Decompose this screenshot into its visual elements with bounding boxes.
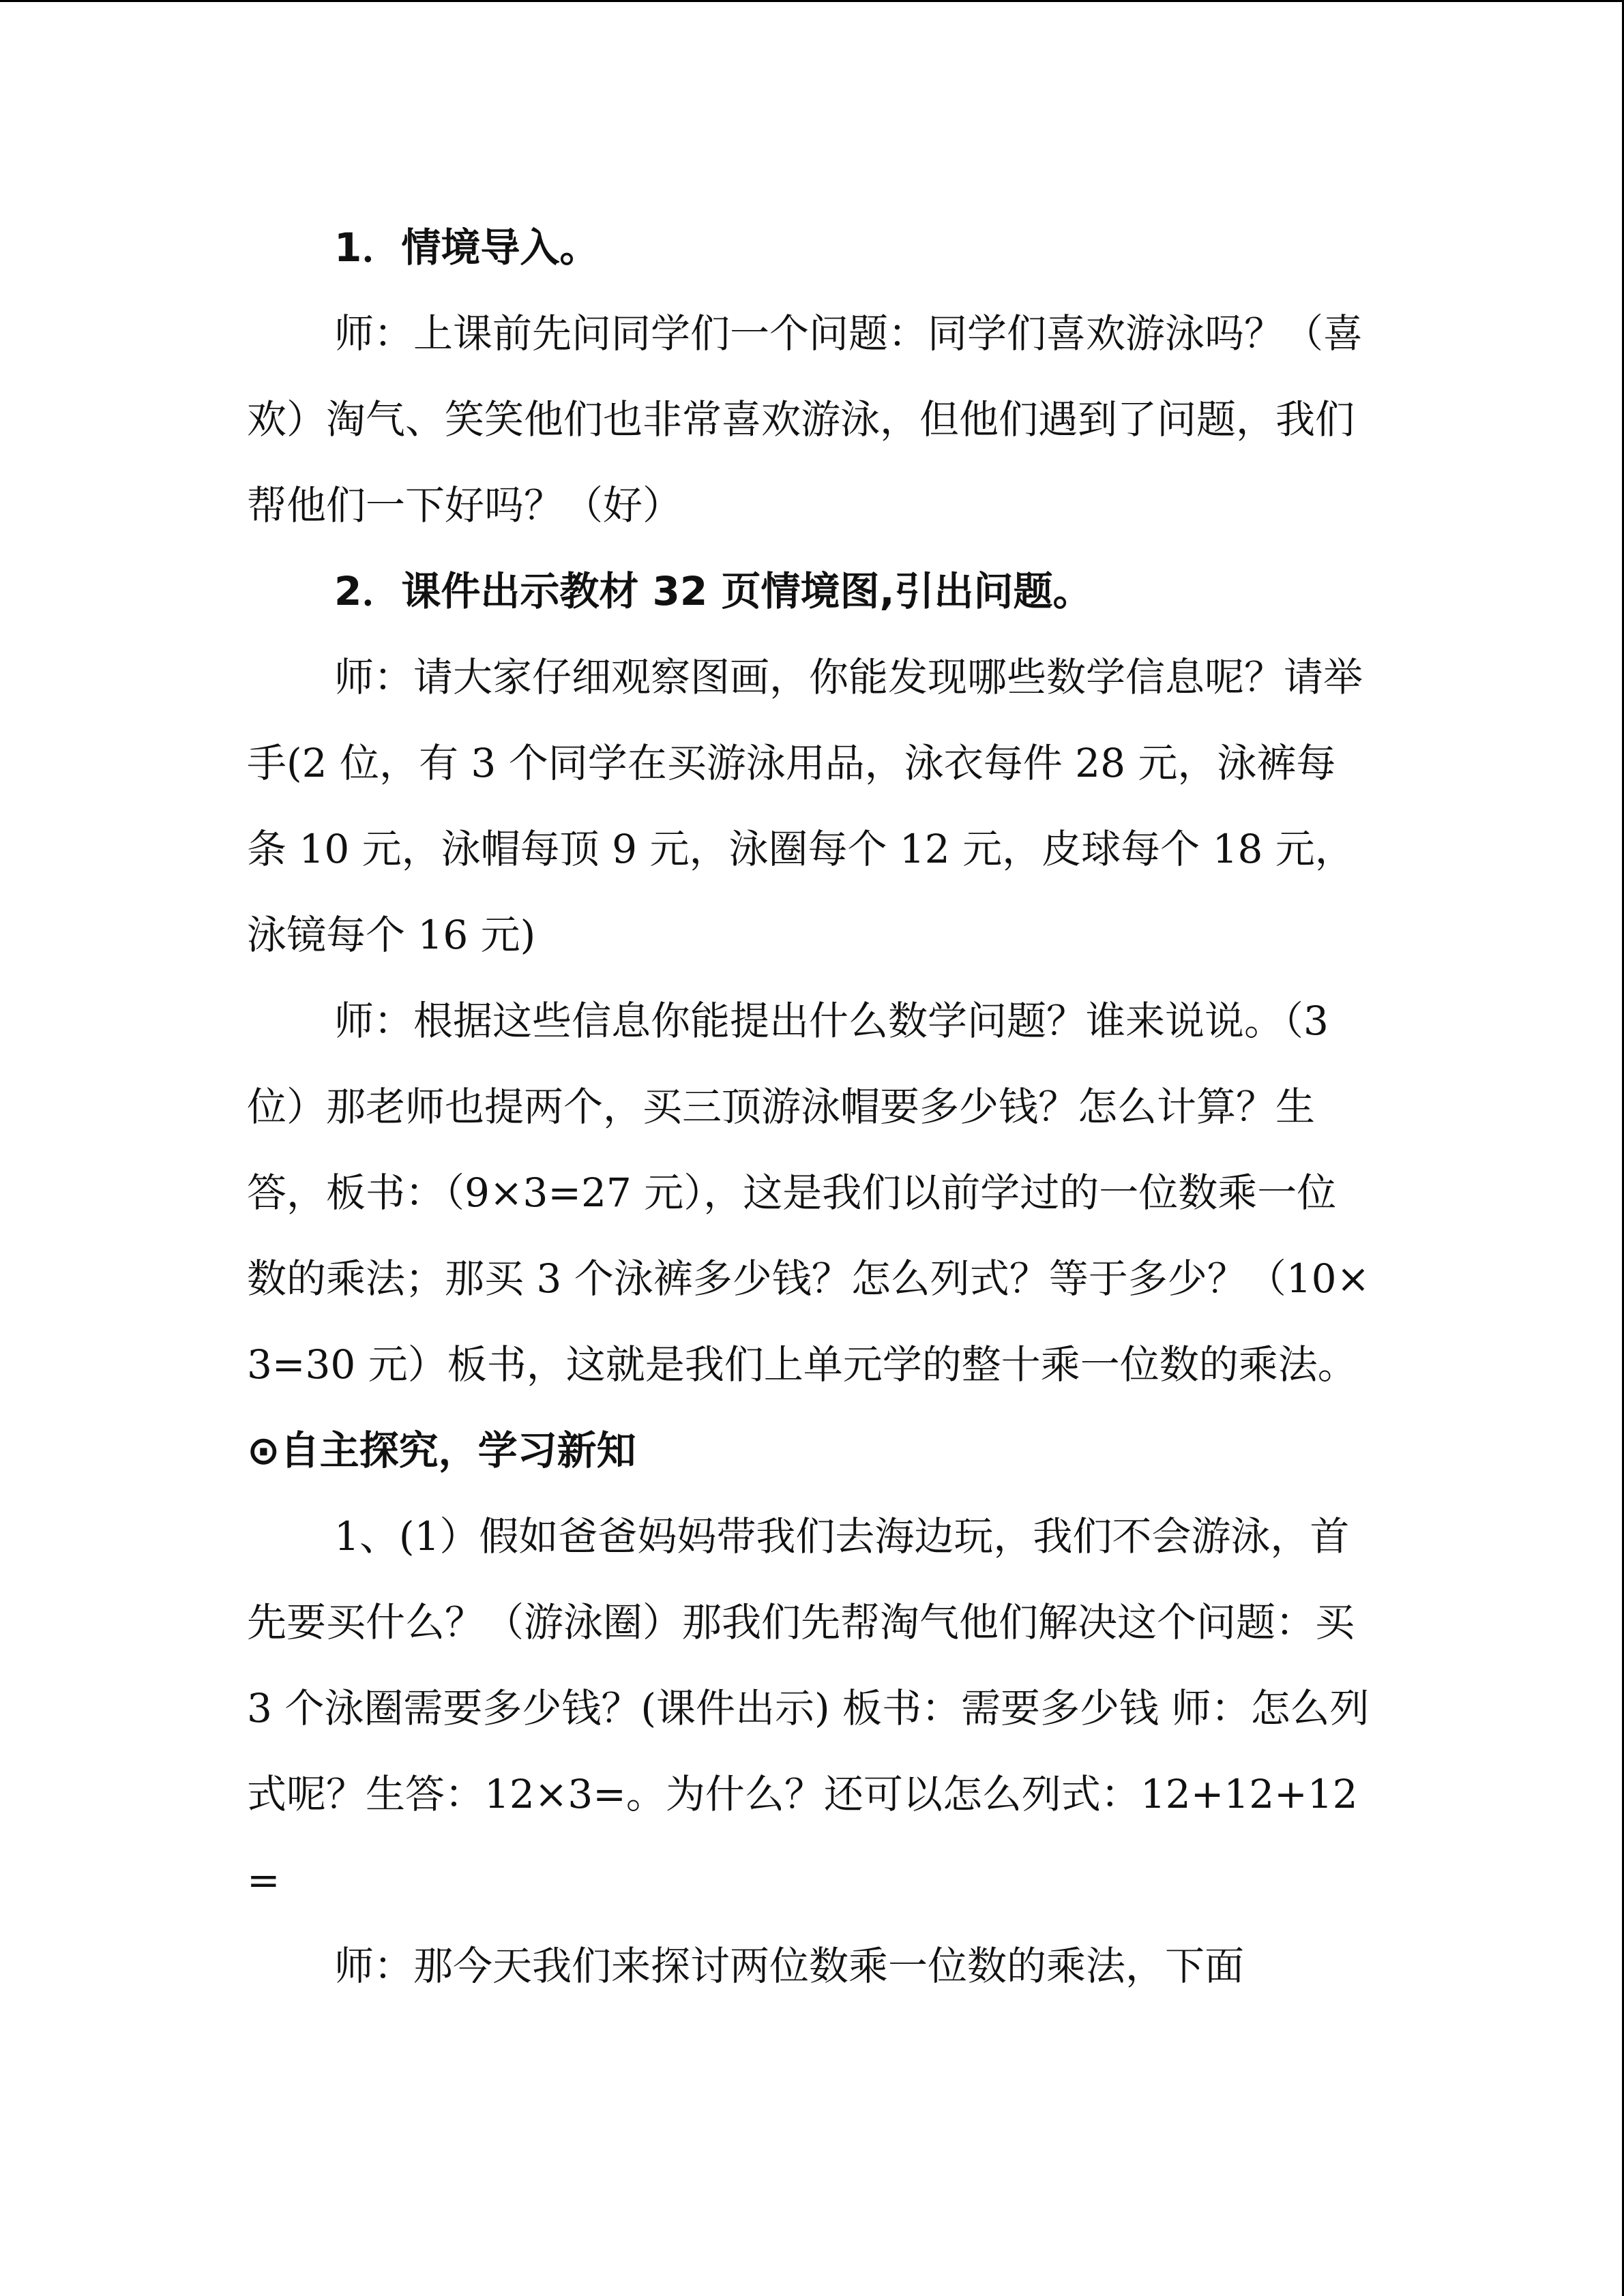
document-page	[247, 205, 1372, 2009]
section-heading-2: 2．课件出示教材 32 页情境图,引出问题。	[334, 568, 1093, 614]
section-heading-3: ⊙自主探究，学习新知	[247, 1427, 636, 1474]
paragraph-4: 1、(1）假如爸爸妈妈带我们去海边玩，我们不会游泳，首先要买什么？（游泳圈）那我们先帮淘气他们解决这个问题：买 3 个泳圈需要多少钱？(课件出示) 板书：需要多少钱 师：怎么列式呢？生答：12×3=。为什么？还可以怎么列式：12+12+12=	[247, 1513, 1370, 1903]
section-heading-1: 1．情境导入。	[334, 224, 600, 271]
top-border-line	[0, 0, 1624, 2]
paragraph-5: 师：那今天我们来探讨两位数乘一位数的乘法，下面	[334, 1943, 1245, 1989]
paragraph-2: 师：请大家仔细观察图画，你能发现哪些数学信息呢？请举手(2 位，有 3 个同学在买游泳用品，泳衣每件 28 元，泳裤每条 10 元，泳帽每顶 9 元，泳圈每个 12 元，皮球每个 18 元，泳镜每个 16 元)	[247, 654, 1363, 958]
paragraph-3: 师：根据这些信息你能提出什么数学问题？谁来说说。（3 位）那老师也提两个，买三顶游泳帽要多少钱？怎么计算？生答，板书：（9×3=27 元），这是我们以前学过的一位数乘一位数的乘法；那买 3 个泳裤多少钱？怎么列式？等于多少？（10×3=30 元）板书，这就是我们上单元学的整十乘一位数的乘法。	[247, 998, 1370, 1388]
paragraph-1: 师：上课前先问同学们一个问题：同学们喜欢游泳吗？（喜欢）淘气、笑笑他们也非常喜欢游泳，但他们遇到了问题，我们帮他们一下好吗？（好）	[247, 310, 1363, 528]
